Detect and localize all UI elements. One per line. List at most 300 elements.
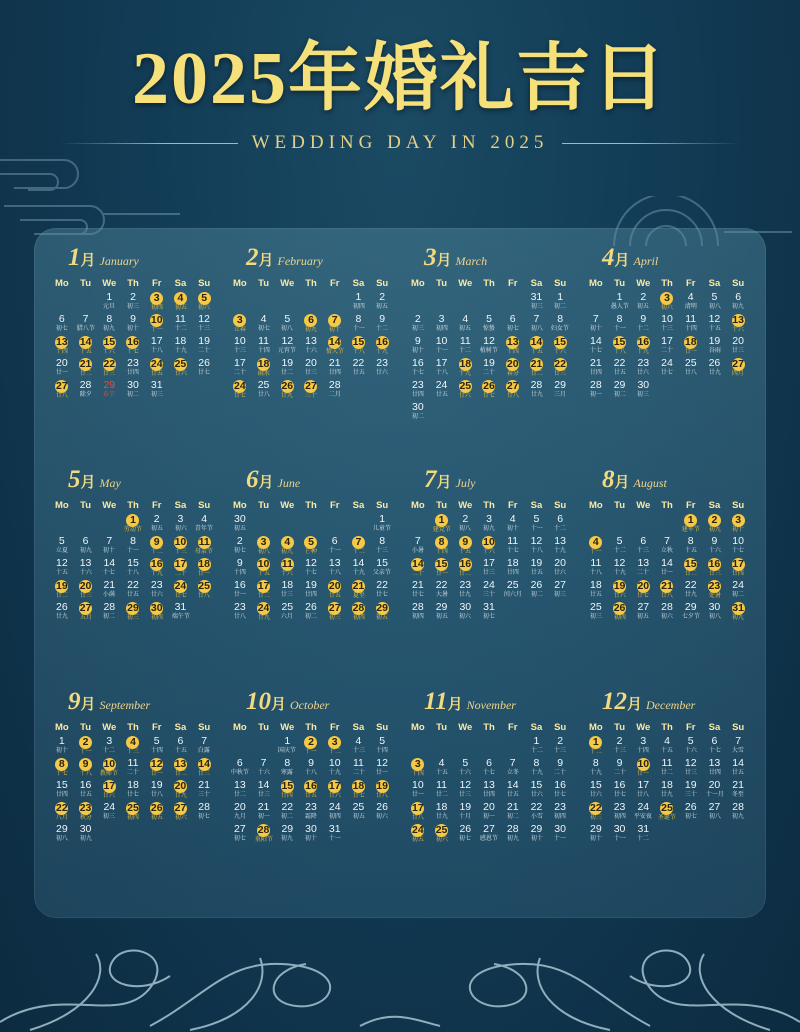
day-cell[interactable] — [347, 292, 371, 313]
day-cell[interactable] — [477, 314, 501, 335]
day-cell-lucky[interactable] — [299, 380, 323, 401]
day-cell[interactable] — [525, 514, 549, 535]
day-cell[interactable] — [97, 736, 121, 757]
day-cell-lucky[interactable] — [74, 602, 98, 623]
day-cell[interactable] — [121, 358, 145, 379]
day-cell-lucky[interactable] — [726, 602, 750, 623]
day-cell[interactable] — [501, 580, 525, 601]
day-cell[interactable] — [631, 314, 655, 335]
day-cell[interactable] — [655, 558, 679, 579]
day-cell[interactable] — [370, 558, 394, 579]
day-cell-lucky[interactable] — [548, 358, 572, 379]
day-cell-lucky[interactable] — [121, 602, 145, 623]
day-cell[interactable] — [726, 336, 750, 357]
day-cell[interactable] — [299, 358, 323, 379]
day-cell[interactable] — [679, 736, 703, 757]
day-cell-lucky[interactable] — [252, 824, 276, 845]
day-cell-lucky[interactable] — [299, 736, 323, 757]
day-cell[interactable] — [145, 336, 169, 357]
day-cell-lucky[interactable] — [631, 758, 655, 779]
day-cell[interactable] — [548, 758, 572, 779]
day-cell[interactable] — [548, 824, 572, 845]
day-cell[interactable] — [192, 802, 216, 823]
day-cell[interactable] — [50, 536, 74, 557]
day-cell[interactable] — [169, 336, 193, 357]
day-cell-lucky[interactable] — [50, 336, 74, 357]
day-cell[interactable] — [430, 802, 454, 823]
day-cell[interactable] — [608, 380, 632, 401]
day-cell[interactable] — [548, 380, 572, 401]
day-cell[interactable] — [169, 736, 193, 757]
day-cell[interactable] — [169, 314, 193, 335]
day-cell-lucky[interactable] — [406, 802, 430, 823]
day-cell[interactable] — [323, 824, 347, 845]
day-cell[interactable] — [430, 580, 454, 601]
day-cell-lucky[interactable] — [430, 514, 454, 535]
day-cell[interactable] — [430, 780, 454, 801]
day-cell[interactable] — [477, 358, 501, 379]
day-cell[interactable] — [584, 336, 608, 357]
day-cell[interactable] — [370, 580, 394, 601]
day-cell[interactable] — [228, 780, 252, 801]
day-cell[interactable] — [323, 802, 347, 823]
day-cell[interactable] — [97, 536, 121, 557]
day-cell[interactable] — [453, 314, 477, 335]
day-cell-lucky[interactable] — [192, 292, 216, 313]
day-cell[interactable] — [74, 314, 98, 335]
day-cell[interactable] — [631, 380, 655, 401]
day-cell[interactable] — [525, 314, 549, 335]
day-cell-lucky[interactable] — [703, 514, 727, 535]
day-cell-lucky[interactable] — [121, 514, 145, 535]
day-cell[interactable] — [370, 736, 394, 757]
day-cell[interactable] — [145, 514, 169, 535]
day-cell[interactable] — [323, 558, 347, 579]
day-cell-lucky[interactable] — [169, 580, 193, 601]
day-cell-lucky[interactable] — [726, 358, 750, 379]
day-cell[interactable] — [169, 602, 193, 623]
day-cell-lucky[interactable] — [608, 602, 632, 623]
day-cell[interactable] — [121, 292, 145, 313]
day-cell[interactable] — [655, 758, 679, 779]
day-cell-lucky[interactable] — [121, 802, 145, 823]
day-cell[interactable] — [608, 780, 632, 801]
day-cell[interactable] — [252, 314, 276, 335]
day-cell[interactable] — [453, 514, 477, 535]
day-cell[interactable] — [275, 580, 299, 601]
day-cell[interactable] — [74, 380, 98, 401]
day-cell[interactable] — [370, 314, 394, 335]
day-cell[interactable] — [430, 336, 454, 357]
day-cell[interactable] — [74, 536, 98, 557]
day-cell[interactable] — [477, 824, 501, 845]
day-cell[interactable] — [406, 402, 430, 423]
day-cell[interactable] — [608, 292, 632, 313]
day-cell[interactable] — [501, 758, 525, 779]
day-cell[interactable] — [679, 314, 703, 335]
day-cell[interactable] — [275, 736, 299, 757]
day-cell[interactable] — [275, 336, 299, 357]
day-cell[interactable] — [192, 736, 216, 757]
day-cell[interactable] — [299, 802, 323, 823]
day-cell[interactable] — [477, 336, 501, 357]
day-cell[interactable] — [679, 536, 703, 557]
day-cell-lucky[interactable] — [323, 580, 347, 601]
day-cell[interactable] — [347, 314, 371, 335]
day-cell-lucky[interactable] — [406, 824, 430, 845]
day-cell-lucky[interactable] — [323, 602, 347, 623]
day-cell-lucky[interactable] — [145, 602, 169, 623]
day-cell-lucky[interactable] — [275, 536, 299, 557]
day-cell-lucky[interactable] — [192, 558, 216, 579]
day-cell[interactable] — [477, 802, 501, 823]
day-cell[interactable] — [74, 780, 98, 801]
day-cell[interactable] — [608, 736, 632, 757]
day-cell[interactable] — [370, 758, 394, 779]
day-cell[interactable] — [453, 780, 477, 801]
day-cell-lucky[interactable] — [347, 336, 371, 357]
day-cell[interactable] — [548, 736, 572, 757]
day-cell-lucky[interactable] — [228, 314, 252, 335]
day-cell[interactable] — [525, 758, 549, 779]
day-cell[interactable] — [703, 602, 727, 623]
day-cell-lucky[interactable] — [655, 292, 679, 313]
day-cell-lucky[interactable] — [548, 336, 572, 357]
day-cell[interactable] — [145, 736, 169, 757]
day-cell-lucky[interactable] — [74, 758, 98, 779]
day-cell[interactable] — [584, 824, 608, 845]
day-cell-lucky[interactable] — [97, 358, 121, 379]
day-cell[interactable] — [121, 380, 145, 401]
day-cell-lucky[interactable] — [406, 758, 430, 779]
day-cell[interactable] — [299, 758, 323, 779]
day-cell[interactable] — [525, 824, 549, 845]
day-cell-lucky[interactable] — [430, 824, 454, 845]
day-cell[interactable] — [228, 602, 252, 623]
day-cell[interactable] — [703, 736, 727, 757]
day-cell-lucky[interactable] — [192, 536, 216, 557]
day-cell[interactable] — [501, 514, 525, 535]
day-cell-lucky[interactable] — [726, 514, 750, 535]
day-cell[interactable] — [406, 536, 430, 557]
day-cell-lucky[interactable] — [477, 536, 501, 557]
day-cell-lucky[interactable] — [252, 358, 276, 379]
day-cell-lucky[interactable] — [299, 536, 323, 557]
day-cell-lucky[interactable] — [169, 292, 193, 313]
day-cell[interactable] — [97, 292, 121, 313]
day-cell-lucky[interactable] — [501, 358, 525, 379]
day-cell[interactable] — [370, 358, 394, 379]
day-cell[interactable] — [97, 314, 121, 335]
day-cell-lucky[interactable] — [370, 780, 394, 801]
day-cell[interactable] — [608, 558, 632, 579]
day-cell[interactable] — [228, 514, 252, 535]
day-cell-lucky[interactable] — [228, 380, 252, 401]
day-cell[interactable] — [275, 802, 299, 823]
day-cell[interactable] — [584, 358, 608, 379]
day-cell[interactable] — [406, 358, 430, 379]
day-cell[interactable] — [121, 314, 145, 335]
day-cell[interactable] — [252, 780, 276, 801]
day-cell-lucky[interactable] — [50, 758, 74, 779]
day-cell-lucky[interactable] — [50, 380, 74, 401]
day-cell[interactable] — [608, 758, 632, 779]
day-cell[interactable] — [631, 824, 655, 845]
day-cell[interactable] — [299, 558, 323, 579]
day-cell[interactable] — [525, 736, 549, 757]
day-cell[interactable] — [584, 602, 608, 623]
day-cell[interactable] — [525, 292, 549, 313]
day-cell[interactable] — [477, 780, 501, 801]
day-cell[interactable] — [726, 736, 750, 757]
day-cell-lucky[interactable] — [121, 336, 145, 357]
day-cell[interactable] — [548, 780, 572, 801]
day-cell[interactable] — [453, 602, 477, 623]
day-cell-lucky[interactable] — [323, 736, 347, 757]
day-cell[interactable] — [347, 358, 371, 379]
day-cell[interactable] — [525, 380, 549, 401]
day-cell-lucky[interactable] — [145, 536, 169, 557]
day-cell-lucky[interactable] — [655, 580, 679, 601]
day-cell[interactable] — [370, 292, 394, 313]
day-cell[interactable] — [74, 824, 98, 845]
day-cell[interactable] — [406, 780, 430, 801]
day-cell[interactable] — [406, 380, 430, 401]
day-cell[interactable] — [608, 802, 632, 823]
day-cell[interactable] — [97, 580, 121, 601]
day-cell[interactable] — [548, 580, 572, 601]
day-cell-lucky[interactable] — [584, 736, 608, 757]
day-cell[interactable] — [679, 780, 703, 801]
day-cell-lucky[interactable] — [97, 336, 121, 357]
day-cell-lucky[interactable] — [145, 292, 169, 313]
day-cell[interactable] — [584, 558, 608, 579]
day-cell[interactable] — [97, 602, 121, 623]
day-cell-lucky[interactable] — [252, 580, 276, 601]
day-cell-lucky[interactable] — [145, 758, 169, 779]
day-cell[interactable] — [50, 358, 74, 379]
day-cell[interactable] — [347, 736, 371, 757]
day-cell-lucky[interactable] — [703, 580, 727, 601]
day-cell-lucky[interactable] — [145, 802, 169, 823]
day-cell[interactable] — [406, 602, 430, 623]
day-cell-lucky[interactable] — [145, 558, 169, 579]
day-cell[interactable] — [679, 358, 703, 379]
day-cell[interactable] — [501, 558, 525, 579]
day-cell-lucky[interactable] — [50, 802, 74, 823]
day-cell-lucky[interactable] — [655, 802, 679, 823]
day-cell-lucky[interactable] — [169, 802, 193, 823]
day-cell[interactable] — [679, 602, 703, 623]
day-cell-lucky[interactable] — [275, 380, 299, 401]
day-cell[interactable] — [252, 802, 276, 823]
day-cell[interactable] — [501, 824, 525, 845]
day-cell-lucky[interactable] — [97, 758, 121, 779]
day-cell-lucky[interactable] — [430, 558, 454, 579]
day-cell[interactable] — [453, 802, 477, 823]
day-cell[interactable] — [584, 780, 608, 801]
day-cell-lucky[interactable] — [453, 380, 477, 401]
day-cell-lucky[interactable] — [252, 602, 276, 623]
day-cell-lucky[interactable] — [169, 536, 193, 557]
day-cell[interactable] — [228, 824, 252, 845]
day-cell[interactable] — [121, 536, 145, 557]
day-cell-lucky[interactable] — [252, 558, 276, 579]
day-cell[interactable] — [631, 536, 655, 557]
day-cell[interactable] — [228, 802, 252, 823]
day-cell[interactable] — [430, 758, 454, 779]
day-cell[interactable] — [477, 558, 501, 579]
day-cell[interactable] — [703, 758, 727, 779]
day-cell-lucky[interactable] — [192, 580, 216, 601]
day-cell-lucky[interactable] — [679, 336, 703, 357]
day-cell[interactable] — [584, 580, 608, 601]
day-cell-lucky[interactable] — [74, 802, 98, 823]
day-cell-lucky[interactable] — [347, 536, 371, 557]
day-cell-lucky[interactable] — [252, 536, 276, 557]
day-cell[interactable] — [703, 292, 727, 313]
day-cell[interactable] — [347, 802, 371, 823]
day-cell-lucky[interactable] — [145, 358, 169, 379]
day-cell-lucky[interactable] — [584, 802, 608, 823]
day-cell[interactable] — [525, 558, 549, 579]
day-cell-lucky[interactable] — [192, 758, 216, 779]
day-cell-lucky[interactable] — [299, 780, 323, 801]
day-cell[interactable] — [631, 558, 655, 579]
day-cell[interactable] — [655, 358, 679, 379]
day-cell-lucky[interactable] — [726, 314, 750, 335]
day-cell[interactable] — [631, 736, 655, 757]
day-cell[interactable] — [299, 602, 323, 623]
day-cell-lucky[interactable] — [406, 558, 430, 579]
day-cell[interactable] — [608, 314, 632, 335]
day-cell[interactable] — [121, 758, 145, 779]
day-cell[interactable] — [347, 758, 371, 779]
day-cell[interactable] — [655, 780, 679, 801]
day-cell[interactable] — [228, 580, 252, 601]
day-cell[interactable] — [655, 314, 679, 335]
day-cell-lucky[interactable] — [703, 558, 727, 579]
day-cell[interactable] — [726, 536, 750, 557]
day-cell-lucky[interactable] — [608, 336, 632, 357]
day-cell[interactable] — [192, 358, 216, 379]
day-cell-lucky[interactable] — [430, 536, 454, 557]
day-cell-lucky[interactable] — [501, 336, 525, 357]
day-cell[interactable] — [406, 580, 430, 601]
day-cell[interactable] — [453, 758, 477, 779]
day-cell[interactable] — [703, 802, 727, 823]
day-cell[interactable] — [655, 602, 679, 623]
day-cell[interactable] — [430, 602, 454, 623]
day-cell[interactable] — [477, 580, 501, 601]
day-cell[interactable] — [406, 314, 430, 335]
day-cell-lucky[interactable] — [453, 558, 477, 579]
day-cell[interactable] — [548, 802, 572, 823]
day-cell-lucky[interactable] — [323, 314, 347, 335]
day-cell[interactable] — [726, 802, 750, 823]
day-cell[interactable] — [299, 580, 323, 601]
day-cell[interactable] — [679, 292, 703, 313]
day-cell[interactable] — [370, 514, 394, 535]
day-cell[interactable] — [145, 380, 169, 401]
day-cell-lucky[interactable] — [323, 780, 347, 801]
day-cell[interactable] — [323, 758, 347, 779]
day-cell[interactable] — [655, 536, 679, 557]
day-cell[interactable] — [501, 536, 525, 557]
day-cell[interactable] — [252, 336, 276, 357]
day-cell-lucky[interactable] — [608, 580, 632, 601]
day-cell-lucky[interactable] — [299, 314, 323, 335]
day-cell[interactable] — [525, 536, 549, 557]
day-cell[interactable] — [121, 558, 145, 579]
day-cell-lucky[interactable] — [121, 736, 145, 757]
day-cell-lucky[interactable] — [323, 336, 347, 357]
day-cell[interactable] — [501, 802, 525, 823]
day-cell-lucky[interactable] — [631, 580, 655, 601]
day-cell[interactable] — [323, 536, 347, 557]
day-cell[interactable] — [430, 380, 454, 401]
day-cell[interactable] — [548, 536, 572, 557]
day-cell-lucky[interactable] — [169, 558, 193, 579]
day-cell[interactable] — [50, 314, 74, 335]
day-cell[interactable] — [121, 580, 145, 601]
day-cell[interactable] — [252, 380, 276, 401]
day-cell[interactable] — [631, 358, 655, 379]
day-cell[interactable] — [548, 558, 572, 579]
day-cell[interactable] — [477, 602, 501, 623]
day-cell[interactable] — [169, 514, 193, 535]
day-cell[interactable] — [50, 780, 74, 801]
day-cell-lucky[interactable] — [477, 380, 501, 401]
day-cell[interactable] — [525, 802, 549, 823]
day-cell-lucky[interactable] — [370, 602, 394, 623]
day-cell[interactable] — [97, 802, 121, 823]
day-cell[interactable] — [584, 758, 608, 779]
day-cell[interactable] — [192, 780, 216, 801]
day-cell-lucky[interactable] — [275, 558, 299, 579]
day-cell[interactable] — [430, 314, 454, 335]
day-cell[interactable] — [252, 758, 276, 779]
day-cell-lucky[interactable] — [631, 336, 655, 357]
day-cell[interactable] — [275, 758, 299, 779]
day-cell[interactable] — [228, 536, 252, 557]
day-cell-lucky[interactable] — [726, 558, 750, 579]
day-cell[interactable] — [501, 314, 525, 335]
day-cell[interactable] — [703, 536, 727, 557]
day-cell[interactable] — [97, 558, 121, 579]
day-cell-lucky[interactable] — [169, 780, 193, 801]
day-cell[interactable] — [275, 602, 299, 623]
day-cell[interactable] — [192, 336, 216, 357]
day-cell-lucky[interactable] — [679, 558, 703, 579]
day-cell[interactable] — [228, 558, 252, 579]
day-cell[interactable] — [228, 758, 252, 779]
day-cell[interactable] — [406, 336, 430, 357]
day-cell-lucky[interactable] — [169, 358, 193, 379]
day-cell[interactable] — [228, 336, 252, 357]
day-cell[interactable] — [370, 536, 394, 557]
day-cell-lucky[interactable] — [453, 536, 477, 557]
day-cell-lucky[interactable] — [275, 780, 299, 801]
day-cell[interactable] — [726, 758, 750, 779]
day-cell-lucky[interactable] — [347, 580, 371, 601]
day-cell[interactable] — [323, 380, 347, 401]
day-cell-lucky[interactable] — [97, 780, 121, 801]
day-cell-lucky[interactable] — [74, 580, 98, 601]
day-cell[interactable] — [275, 824, 299, 845]
day-cell-lucky[interactable] — [169, 758, 193, 779]
day-cell[interactable] — [477, 514, 501, 535]
